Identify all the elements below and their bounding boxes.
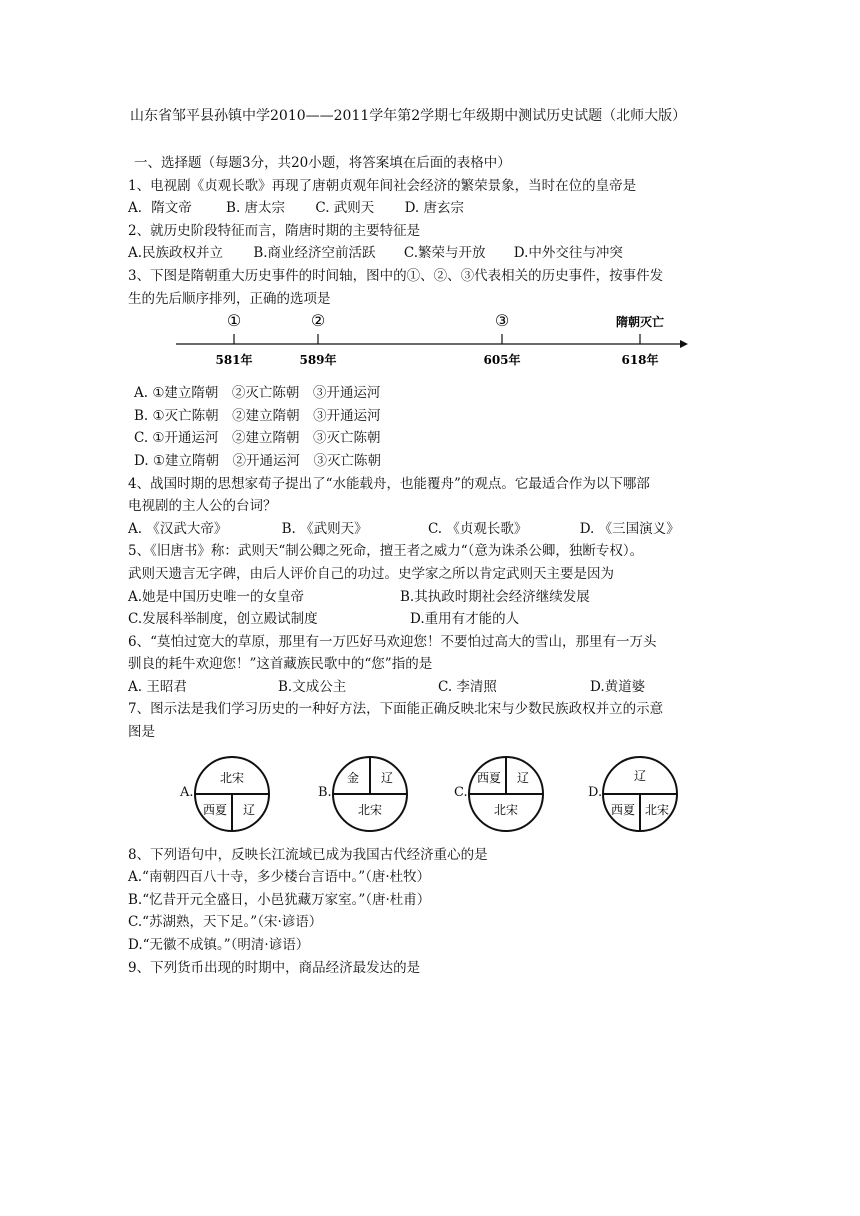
diagram-label: C. (454, 784, 468, 800)
question-6-options (128, 676, 748, 699)
timeline-mark: ② (310, 312, 326, 331)
question-4-stem-line1: 4、战国时期的思想家荀子提出了“水能载舟，也能覆舟”的观点。它最适合作为以下哪部 (128, 475, 650, 492)
option-b: B.文成公主 (278, 678, 347, 695)
section-heading: 一、选择题（每题3分，共20小题，将答案填在后面的表格中） (134, 155, 511, 171)
timeline-year: 589年 (299, 353, 337, 368)
question-4-stem-line2: 电视剧的主人公的台词？ (128, 498, 277, 515)
timeline-mark: ① (226, 312, 242, 331)
question-3-option-c: C. ①开通运河 ②建立隋朝 ③灭亡陈朝 (134, 430, 381, 447)
question-5-stem-line2: 武则天遗言无字碑，由后人评价自己的功过。史学家之所以肯定武则天主要是因为 (128, 565, 614, 582)
option-d: D.中外交往与冲突 (513, 245, 623, 262)
question-5-options-row1 (128, 586, 748, 609)
option-d: D.黄道婆 (590, 678, 646, 695)
document-title: 山东省邹平县孙镇中学2010——2011学年第2学期七年级期中测试历史试题（北师大版） (130, 108, 687, 124)
option-b: B.其执政时期社会经济继续发展 (400, 588, 590, 605)
option-d: D. 《三国演义》 (579, 520, 680, 537)
question-3-option-b: B. ①灭亡陈朝 ②建立隋朝 ③开通运河 (134, 407, 381, 424)
timeline-mark: ③ (494, 312, 510, 331)
question-7-stem-line2: 图是 (128, 724, 155, 741)
region-xixia: 西夏 (476, 770, 502, 785)
question-8-option-d: D.“无徽不成镇。”（明清·谚语） (128, 937, 310, 954)
region-beisong: 北宋 (644, 802, 670, 817)
option-c: C.发展科举制度，创立殿试制度 (128, 611, 318, 628)
region-jin: 金 (346, 770, 360, 785)
diagram-label: A. (180, 784, 194, 800)
option-a: A.她是中国历史唯一的女皇帝 (128, 588, 305, 605)
sui-timeline (128, 312, 748, 382)
timeline-event-4 (616, 314, 664, 367)
question-3-stem-line1: 3、下图是隋朝重大历史事件的时间轴，图中的①、②、③代表相关的历史事件，按事件发 (128, 267, 664, 284)
option-a: A. 《汉武大帝》 (128, 520, 228, 537)
region-liao: 辽 (633, 768, 647, 783)
timeline-year: 618年 (621, 353, 659, 368)
question-8-option-a: A.“南朝四百八十寺，多少楼台言语中。”（唐·杜牧） (128, 869, 431, 886)
option-c: C.繁荣与开放 (403, 245, 486, 262)
timeline-event-1 (215, 312, 252, 367)
document-body (128, 152, 748, 979)
question-9-stem: 9、下列货币出现的时期中，商品经济最发达的是 (128, 959, 421, 976)
option-b: B. 唐太宗 (226, 200, 286, 217)
diagram-label: B. (318, 784, 332, 800)
option-d: D. 唐玄宗 (404, 200, 465, 217)
question-6-stem-line2: 驯良的耗牛欢迎您！”这首藏族民歌中的“您”指的是 (128, 656, 433, 673)
timeline-year: 581年 (215, 353, 253, 368)
option-b: B. 《武则天》 (281, 520, 368, 537)
region-liao: 辽 (516, 770, 530, 785)
question-2-options (128, 242, 748, 265)
option-c: C. 李清照 (438, 678, 497, 695)
q7-diagrams (128, 754, 748, 844)
timeline-event-3 (483, 312, 520, 367)
option-c: C. 武则天 (315, 200, 375, 217)
diagram-label: D. (588, 784, 603, 800)
question-8-stem: 8、下列语句中，反映长江流域已成为我国古代经济重心的是 (128, 846, 488, 863)
question-4-options (128, 518, 748, 541)
question-1-options (128, 197, 748, 220)
timeline-arrow-icon (680, 340, 688, 348)
option-a: A.民族政权并立 (128, 245, 224, 262)
question-1-stem: 1、电视剧《贞观长歌》再现了唐朝贞观年间社会经济的繁荣景象，当时在位的皇帝是 (128, 177, 637, 194)
region-beisong: 北宋 (493, 802, 519, 817)
region-beisong: 北宋 (219, 770, 245, 785)
option-a: A. 王昭君 (128, 678, 187, 695)
timeline-year: 605年 (483, 353, 521, 368)
region-liao: 辽 (380, 770, 394, 785)
question-3-stem-line2: 生的先后顺序排列，正确的选项是 (128, 290, 331, 307)
timeline-mark: 隋朝灭亡 (615, 315, 665, 330)
region-xixia: 西夏 (202, 802, 228, 817)
question-5-stem-line1: 5、《旧唐书》称：武则天“制公卿之死命，擅王者之威力“（意为诛杀公卿，独断专权）。 (128, 543, 644, 560)
option-a: A．隋文帝 (128, 200, 192, 217)
question-7-stem-line1: 7、图示法是我们学习历史的一种好方法，下面能正确反映北宋与少数民族政权并立的示意 (128, 701, 664, 718)
question-8-option-c: C.“苏湖熟，天下足。”（宋·谚语） (128, 914, 323, 931)
option-d: D.重用有才能的人 (410, 611, 520, 628)
question-8-option-b: B.“忆昔开元全盛日，小邑犹藏万家室。”（唐·杜甫） (128, 891, 431, 908)
timeline-event-2 (299, 312, 336, 367)
option-c: C. 《贞观长歌》 (427, 520, 528, 537)
region-xixia: 西夏 (610, 802, 636, 817)
question-2-stem: 2、就历史阶段特征而言，隋唐时期的主要特征是 (128, 222, 421, 239)
timeline-svg (128, 312, 688, 382)
question-6-stem-line1: 6、“莫怕过宽大的草原，那里有一万匹好马欢迎您！不要怕过高大的雪山，那里有一万头 (128, 633, 657, 650)
question-5-options-row2 (128, 608, 748, 631)
question-3-option-d: D. ①建立隋朝 ②开通运河 ③灭亡陈朝 (134, 452, 382, 469)
option-b: B.商业经济空前活跃 (253, 245, 376, 262)
question-3-option-a: A. ①建立隋朝 ②灭亡陈朝 ③开通运河 (134, 385, 381, 402)
region-liao: 辽 (242, 802, 256, 817)
region-beisong: 北宋 (357, 802, 383, 817)
